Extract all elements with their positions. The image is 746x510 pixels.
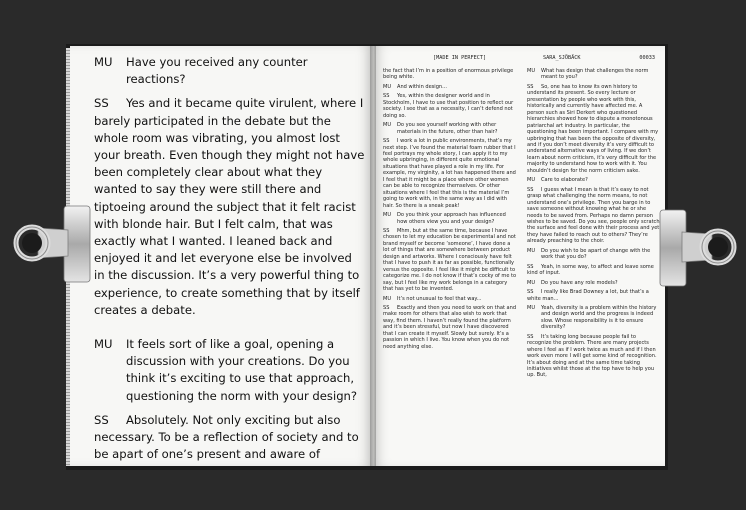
speaker-initials: SS xyxy=(383,138,390,145)
section-title: [MADE IN PERFECT] xyxy=(433,55,487,61)
speaker-initials: MU xyxy=(94,55,113,69)
speaker-initials: SS xyxy=(94,96,109,111)
interview-turn xyxy=(383,84,517,90)
speaker-initials: MU xyxy=(527,304,536,311)
interview-turn xyxy=(383,296,517,302)
interview-turn xyxy=(383,138,517,209)
speaker-initials: MU xyxy=(527,177,536,184)
interview-turn xyxy=(94,412,366,464)
left-page-text xyxy=(94,54,366,466)
speaker-initials: MU xyxy=(527,247,536,254)
turn-text: Mhm, but at the same time, because I have chosen to let my education be experimental and not brand myself or become ‘someone’, I have done a lot of things that are somewhere between product design and artworks. Where I consciously have felt that I have to push it as far as possible, functionally versus the opposite. I feel like it might be difficult to categorize me. I do not know if that’s cocky of me to say, but I feel like my work belongs in a category that has yet to be invented. xyxy=(383,227,517,293)
interview-turn xyxy=(383,228,517,293)
left-page xyxy=(70,46,373,466)
interview-turn xyxy=(383,305,517,350)
turn-text: Yeah, diversity is a problem within the history and design world and the progress is indeed slow. Whose responsibility is it to ensure diversity? xyxy=(541,304,657,331)
binder-clip-left-icon xyxy=(8,200,104,286)
speaker-initials: MU xyxy=(383,212,392,219)
interview-turn xyxy=(527,334,661,379)
speaker-initials: MU xyxy=(383,295,392,302)
speaker-initials: SS xyxy=(94,412,109,427)
interview-turn xyxy=(527,68,661,81)
turn-text: I really like Brad Downey a lot, but that’s a white man... xyxy=(527,289,649,302)
turn-text: Do you have any role models? xyxy=(541,279,618,286)
turn-text: I work a lot in public environments, that’s my next step. I’ve found the material foam rubber that I feel portrays my whole story, I can apply it to my whole upbringing, in different quite emotional situations that have played a role in my life. For example, my virginity, a lot has happened there and I feel that it might be a place where other women can be able to recognize themselves. Or other situations where I feel that this is the material I’m going to work with, in the same way as I did with hair. So there is a sneak peak! xyxy=(383,138,516,209)
interview-turn xyxy=(94,95,366,319)
speaker-initials: SS xyxy=(383,227,390,234)
interview-turn xyxy=(527,264,661,277)
turn-text: Absolutely. Not only exciting but also necessary. To be a reflection of society and to be apart of one’s present and aware of xyxy=(94,412,359,462)
interview-turn xyxy=(94,54,366,88)
turn-text: Do you think your approach has influenced how others view you and your design? xyxy=(397,212,506,225)
turn-text: I guess what I mean is that it’s easy to not grasp what challenging the norm means, to not understand one’s privilege. Then you barge in to save someone without knowing what he or she needs to be saved from. Perhaps no damn person wishes to be saved. Do you see, people only scratch the surface and feel done with their process and yet they have failed to reach out to others? They’re already preaching to the choir. xyxy=(527,186,660,245)
speaker-initials: SS xyxy=(527,289,534,296)
turn-text: the fact that I’m in a position of enormous privilege being white. xyxy=(383,68,514,81)
speaker-initials: MU xyxy=(383,83,392,90)
turn-text: It feels sort of like a goal, opening a discussion with your creations. Do you think it’s exciting to use that approach, questioning the norm with your design? xyxy=(126,337,358,403)
turn-text: Yes and it became quite virulent, where I barely participated in the debate but the whole room was vibrating, you almost lost your breath. Even though they might not have been completely clear about what they wanted to say they were still there and tiptoeing around the subject that it felt racist with blonde hair. But I felt calm, that was exactly what I wanted. I leaned back and enjoyed it and let everyone else be involved in the discussion. It’s a very powerful thing to experience, to create something that by itself creates a debate. xyxy=(94,96,365,317)
speaker-initials: MU xyxy=(527,279,536,286)
interview-turn xyxy=(383,212,517,225)
interview-turn xyxy=(527,289,661,302)
speaker-initials: SS xyxy=(383,93,390,100)
interview-turn xyxy=(527,187,661,245)
turn-text: It’s not unusual to feel that way... xyxy=(397,295,482,302)
binder-clip-right-icon xyxy=(646,204,742,290)
interview-turn xyxy=(383,122,517,135)
interview-turn xyxy=(94,336,366,405)
speaker-initials: MU xyxy=(527,68,536,74)
speaker-initials: MU xyxy=(383,122,392,129)
turn-text: It’s taking long because people fail to recognize the problem. There are many projects where I feel as if I work twice as much and if I then work even more I will get some kind of recognition. It’s about doing and at the same time taking initiatives whilst those at the top have to help you up. But, xyxy=(527,333,657,379)
speaker-initials: SS xyxy=(383,304,390,311)
interview-turn xyxy=(527,280,661,286)
text-column-1 xyxy=(383,68,517,353)
turn-text: Exactly and then you need to work on that and make room for others that also wish to work that way, find them. I haven’t really found the platform and it’s been stressful, but now I have discovered that I can create it myself. Slowly but surely. It’s a passion in which I live. You know when you do not need anything else. xyxy=(383,304,517,350)
turn-text: Care to elaborate? xyxy=(541,177,588,184)
text-column-2 xyxy=(527,68,661,382)
interview-turn xyxy=(383,93,517,119)
interview-turn xyxy=(527,305,661,331)
interview-turn xyxy=(383,68,517,81)
turn-text: Do you wish to be apart of change with the work that you do? xyxy=(541,247,651,261)
turn-text: Yeah, in some way, to affect and leave some kind of input. xyxy=(527,263,654,277)
turn-text: Have you received any counter reactions? xyxy=(126,55,308,87)
spine-gutter xyxy=(370,46,376,466)
author-name: SARA_SJÖBÄCK xyxy=(543,55,581,61)
page-number: 00033 xyxy=(639,55,655,61)
turn-text: What has design that challenges the norm meant to you? xyxy=(541,68,649,81)
speaker-initials: MU xyxy=(94,337,113,352)
turn-text: So, one has to know its own history to understand its present. So every lecture or presentation by people who work with this, historically and currently have affected me. A person such as Siri Derkert who questioned hierarchies showed how to dispute a monotonous patriarchal art industry. In particular, the questioning has been important. I compare with my upbringing that has been the opposite of diversity, and if you don’t meet diversity it’s very difficult to understand alternative ways of living. If we don’t learn about norm criticism, it’s very difficult for the majority to understand how to work with it. You shouldn’t design for the norm criticism sake. xyxy=(527,83,659,174)
interview-turn xyxy=(527,177,661,183)
right-page xyxy=(373,46,665,466)
speaker-initials: SS xyxy=(527,83,534,90)
speaker-initials: SS xyxy=(527,263,534,270)
turn-text: Do you see yourself working with other materials in the future, other than hair? xyxy=(397,122,498,135)
turn-text: Yes, within the designer world and in Stockholm, I have to use that position to reflect our society. I see that as a necessity, I can’t defend not doing so. xyxy=(383,93,514,119)
interview-turn xyxy=(527,248,661,261)
interview-turn xyxy=(527,84,661,174)
speaker-initials: SS xyxy=(527,333,534,340)
turn-text: And within design... xyxy=(397,83,447,90)
speaker-initials: SS xyxy=(527,186,534,193)
